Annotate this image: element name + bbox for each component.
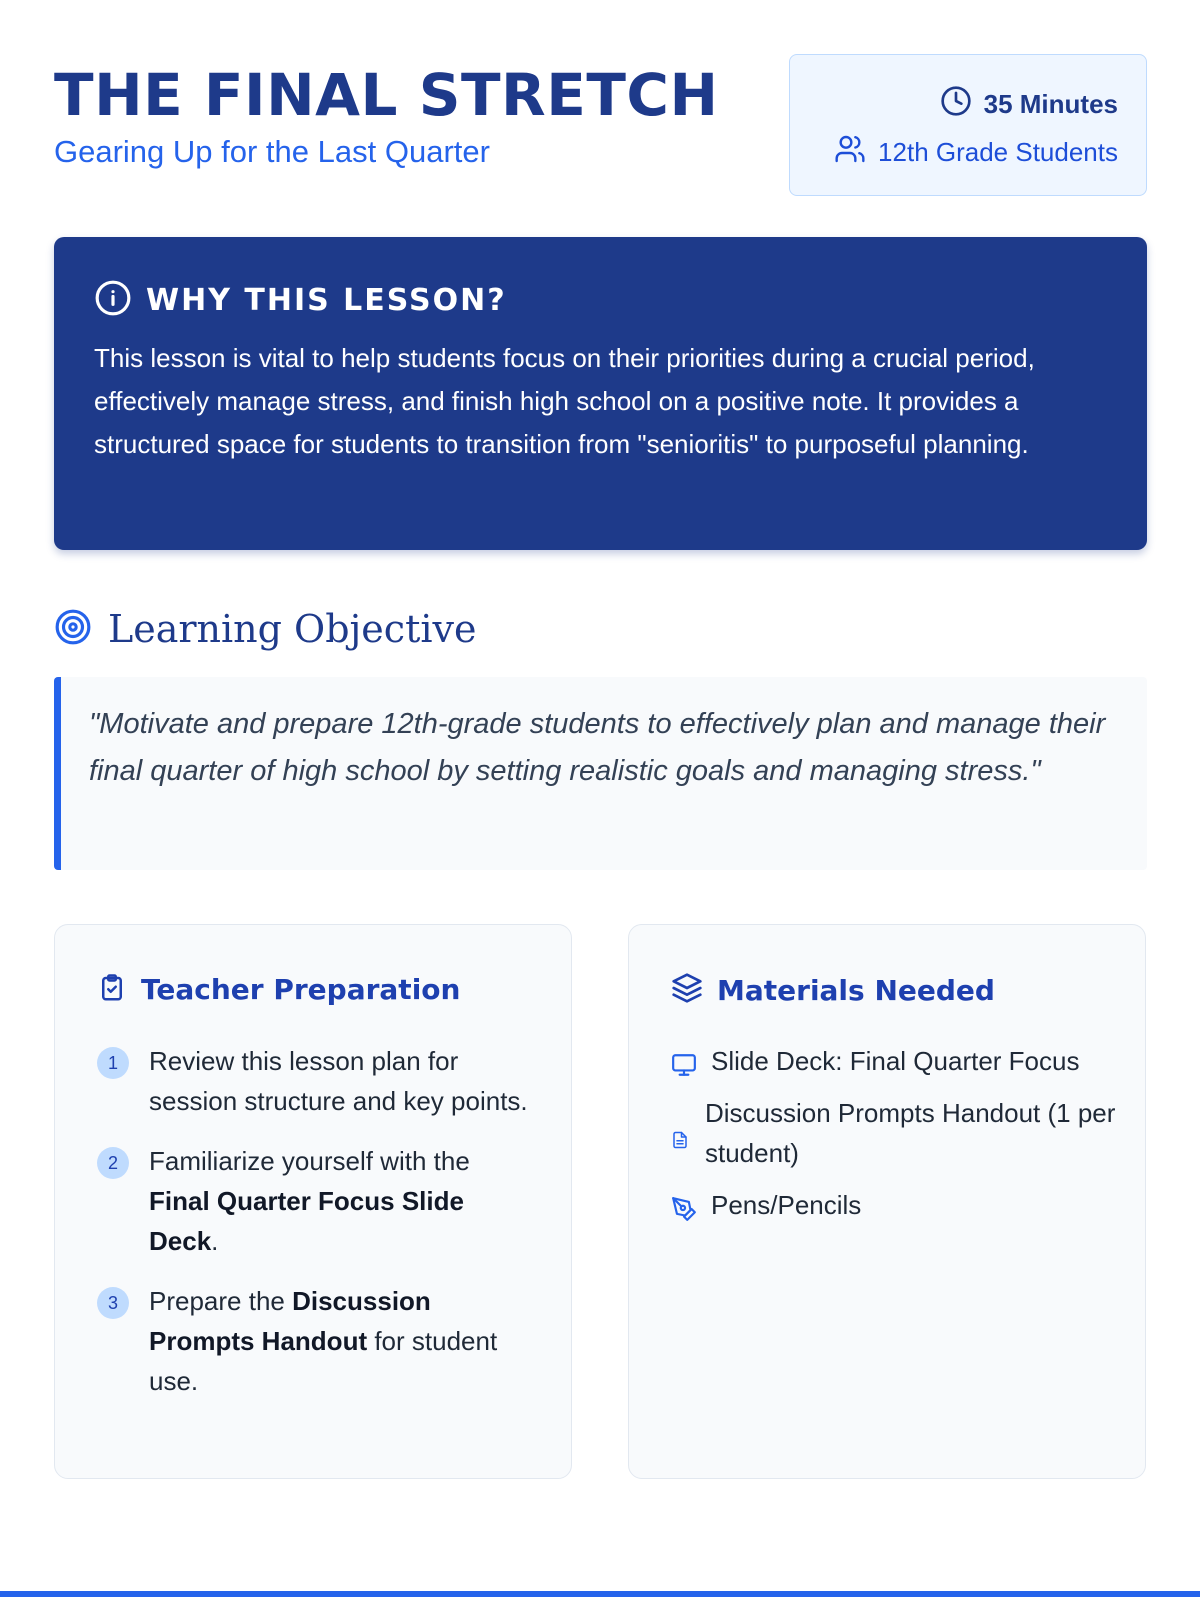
- materials-list: [671, 1041, 1121, 1237]
- prep-step: [97, 1041, 537, 1121]
- clipboard-check-icon: [97, 973, 127, 1008]
- step-text: Prepare the: [149, 1286, 293, 1316]
- step-text: Review this lesson plan for session structure and key points.: [149, 1046, 528, 1116]
- audience-row: [834, 133, 1118, 172]
- materials-heading: Materials Needed: [717, 973, 995, 1007]
- step-number: 2: [97, 1147, 129, 1179]
- teacher-preparation-card: [54, 924, 572, 1479]
- why-heading: WHY THIS LESSON?: [146, 282, 507, 318]
- duration-row: [940, 85, 1118, 124]
- audience-text: 12th Grade Students: [878, 137, 1118, 167]
- step-text-end: for student use.: [149, 1326, 498, 1396]
- step-number: 1: [97, 1047, 129, 1079]
- step-bold-text: Final Quarter Focus Slide Deck: [149, 1186, 464, 1256]
- duration-text: 35 Minutes: [983, 89, 1118, 119]
- teacher-prep-heading: Teacher Preparation: [141, 973, 461, 1006]
- target-icon: [54, 608, 92, 651]
- material-item: [671, 1185, 1121, 1225]
- step-number: 3: [97, 1287, 129, 1319]
- bottom-accent-bar: [0, 1591, 1200, 1597]
- objective-heading-row: [54, 606, 476, 652]
- header: [54, 54, 1147, 196]
- objective-heading: Learning Objective: [108, 607, 477, 651]
- material-item: [671, 1093, 1121, 1173]
- users-icon: [834, 133, 866, 172]
- lesson-meta-card: [789, 54, 1147, 196]
- material-label: Discussion Prompts Handout (1 per student): [705, 1098, 1116, 1168]
- lesson-plan-page: [54, 0, 1147, 1600]
- why-heading-row: [94, 279, 507, 322]
- materials-heading-row: [671, 972, 995, 1009]
- step-text: Familiarize yourself with the: [149, 1146, 470, 1176]
- monitor-icon: [671, 1049, 697, 1089]
- materials-needed-card: [628, 924, 1146, 1479]
- page-subtitle: Gearing Up for the Last Quarter: [54, 134, 490, 169]
- document-icon: [671, 1121, 689, 1161]
- page-title: THE FINAL STRETCH: [54, 61, 719, 129]
- teacher-prep-heading-row: [97, 972, 460, 1008]
- pen-icon: [671, 1193, 697, 1233]
- step-bold-text: Discussion Prompts Handout: [149, 1286, 431, 1356]
- prep-step: [97, 1281, 537, 1401]
- objective-text: "Motivate and prepare 12th-grade students to effectively plan and manage their final quarter of high school by setting realistic goals and managing stress.": [89, 708, 1106, 787]
- info-icon: [94, 279, 132, 322]
- layers-icon: [671, 972, 703, 1009]
- step-text-end: .: [211, 1226, 219, 1256]
- teacher-prep-steps: [97, 1041, 537, 1421]
- objective-quote: [54, 677, 1147, 870]
- material-item: [671, 1041, 1121, 1081]
- material-label: Pens/Pencils: [711, 1190, 862, 1220]
- clock-icon: [940, 85, 972, 124]
- why-body: This lesson is vital to help students focus on their priorities during a crucial period, effectively manage stress, and finish high school on a positive note. It provides a structured space for students to transition from "senioritis" to purposeful planning.: [94, 343, 1035, 459]
- why-this-lesson-card: [54, 237, 1147, 550]
- material-label: Slide Deck: Final Quarter Focus: [711, 1046, 1080, 1076]
- prep-step: [97, 1141, 537, 1261]
